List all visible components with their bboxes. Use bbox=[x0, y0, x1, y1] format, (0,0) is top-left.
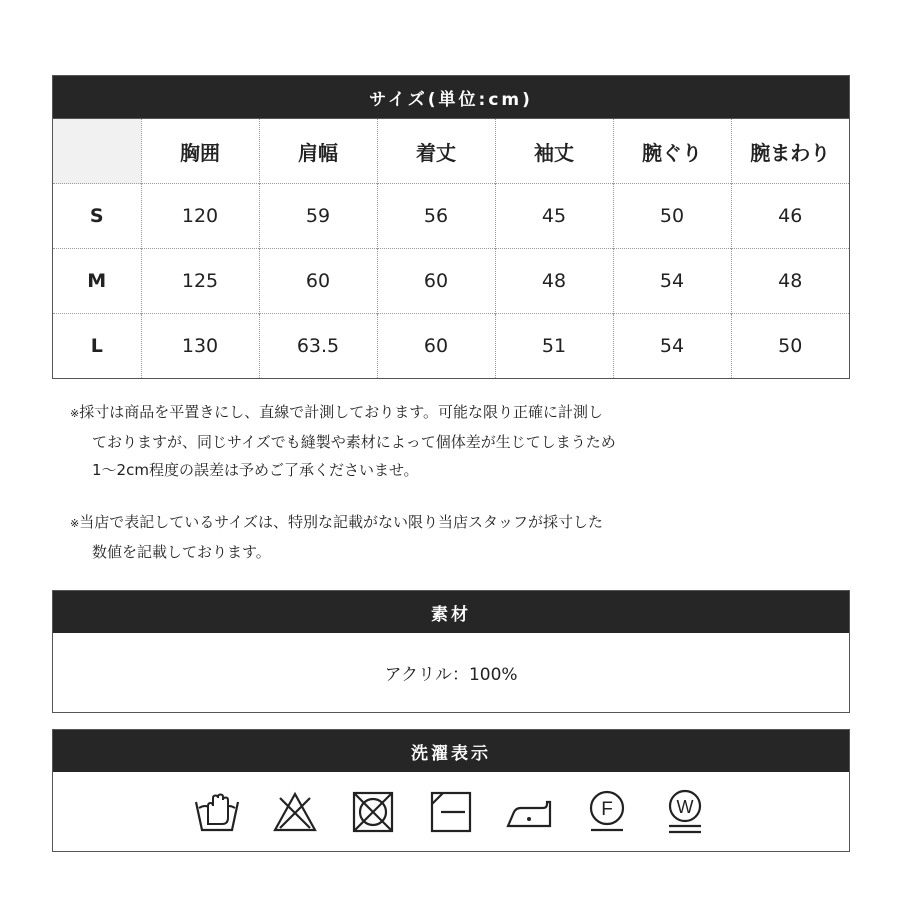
table-row bbox=[53, 249, 849, 314]
note-mark: ※ bbox=[70, 517, 80, 530]
table-cell: 60 bbox=[377, 249, 495, 314]
table-cell: 120 bbox=[141, 184, 259, 249]
row-label-s: S bbox=[53, 184, 141, 249]
size-table bbox=[53, 119, 849, 378]
table-cell: 54 bbox=[613, 249, 731, 314]
table-cell: 54 bbox=[613, 314, 731, 379]
note-mark: ※ bbox=[70, 407, 80, 420]
care-title: 洗濯表示 bbox=[53, 730, 849, 772]
note-line bbox=[70, 508, 603, 538]
header-arm-circumference: 腕まわり bbox=[731, 119, 849, 184]
table-cell: 51 bbox=[495, 314, 613, 379]
size-table-title: サイズ(単位:cm) bbox=[53, 76, 849, 119]
table-cell: 48 bbox=[731, 249, 849, 314]
dry-clean-letter: F bbox=[601, 798, 613, 820]
size-table-panel bbox=[52, 75, 850, 379]
header-armhole: 腕ぐり bbox=[613, 119, 731, 184]
row-label-m: M bbox=[53, 249, 141, 314]
line-dry-in-shade-icon bbox=[427, 788, 475, 836]
dry-clean-f-icon bbox=[583, 788, 631, 836]
note-line: 1〜2cm程度の誤差は予めご了承くださいませ。 bbox=[92, 461, 419, 479]
table-cell: 48 bbox=[495, 249, 613, 314]
care-icons-row bbox=[53, 772, 849, 851]
do-not-tumble-dry-icon bbox=[349, 788, 397, 836]
table-cell: 50 bbox=[731, 314, 849, 379]
table-cell: 59 bbox=[259, 184, 377, 249]
header-chest: 胸囲 bbox=[141, 119, 259, 184]
iron-low-icon bbox=[505, 788, 553, 836]
note-line: ておりますが、同じサイズでも縫製や素材によって個体差が生じてしまうため bbox=[92, 433, 616, 451]
table-cell: 45 bbox=[495, 184, 613, 249]
header-length: 着丈 bbox=[377, 119, 495, 184]
table-cell: 60 bbox=[259, 249, 377, 314]
header-sleeve: 袖丈 bbox=[495, 119, 613, 184]
table-cell: 125 bbox=[141, 249, 259, 314]
table-cell: 50 bbox=[613, 184, 731, 249]
table-cell: 130 bbox=[141, 314, 259, 379]
measurement-note bbox=[70, 398, 616, 484]
hand-wash-icon bbox=[193, 788, 241, 836]
material-panel bbox=[52, 590, 850, 713]
note-line bbox=[70, 398, 616, 428]
table-cell: 56 bbox=[377, 184, 495, 249]
material-content: アクリル：100% bbox=[384, 665, 518, 685]
wet-clean-letter: W bbox=[676, 796, 694, 817]
row-label-l: L bbox=[53, 314, 141, 379]
care-panel bbox=[52, 729, 850, 852]
table-cell: 63.5 bbox=[259, 314, 377, 379]
table-cell: 46 bbox=[731, 184, 849, 249]
size-table-corner bbox=[53, 119, 141, 184]
table-row bbox=[53, 184, 849, 249]
size-table-header-row bbox=[53, 119, 849, 184]
note-text: 当店で表記しているサイズは、特別な記載がない限り当店スタッフが採寸した bbox=[79, 513, 604, 531]
table-cell: 60 bbox=[377, 314, 495, 379]
do-not-bleach-icon bbox=[271, 788, 319, 836]
note-line: 数値を記載しております。 bbox=[92, 543, 271, 561]
note-text: 採寸は商品を平置きにし、直線で計測しております。可能な限り正確に計測し bbox=[79, 403, 604, 421]
wet-clean-w-icon bbox=[661, 788, 709, 836]
table-row bbox=[53, 314, 849, 379]
staff-measurement-note bbox=[70, 508, 603, 566]
header-shoulder: 肩幅 bbox=[259, 119, 377, 184]
material-title: 素材 bbox=[53, 591, 849, 633]
